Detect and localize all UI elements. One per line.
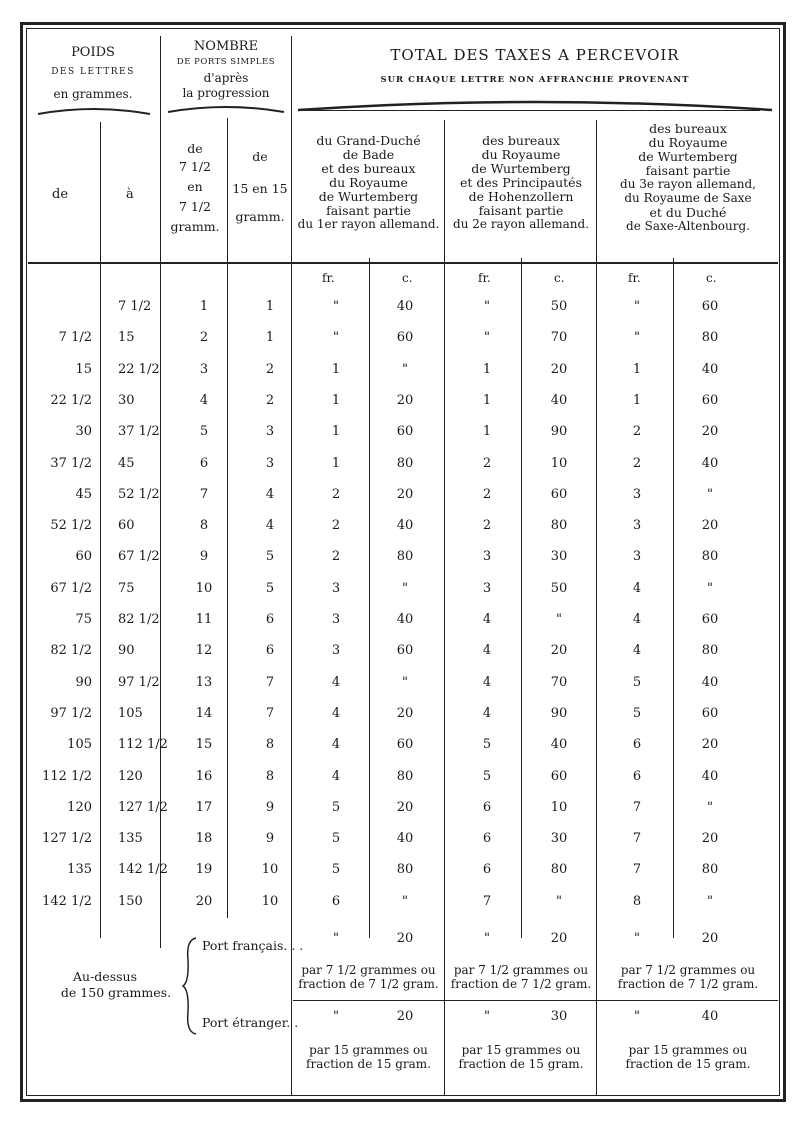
footer-value: 20 — [396, 931, 414, 946]
table-cell: 60 — [550, 486, 568, 502]
table-cell: " — [556, 612, 562, 627]
table-cell: 3 — [331, 612, 341, 627]
rule-col-total — [291, 36, 292, 1096]
table-cell: 1 — [482, 392, 492, 408]
footer-value: 30 — [550, 1009, 568, 1024]
table-cell: 40 — [550, 392, 568, 408]
rule-header-bottom — [28, 262, 778, 264]
table-cell: 80 — [396, 549, 414, 565]
table-cell: 3 — [331, 643, 341, 659]
header-ports-simples: DE PORTS SIMPLES — [176, 57, 276, 67]
table-cell: 3 — [632, 486, 642, 502]
table-cell: 70 — [550, 674, 568, 690]
table-cell: 60 — [118, 518, 135, 534]
unit-fr-2: fr. — [478, 271, 491, 285]
table-cell: 80 — [396, 768, 414, 784]
table-cell: 7 — [482, 893, 492, 909]
table-cell: 1 — [199, 299, 209, 314]
table-cell: 4 — [632, 643, 642, 659]
table-cell: 10 — [261, 862, 279, 878]
table-cell: 4 — [482, 674, 492, 690]
table-cell: 20 — [550, 361, 568, 377]
table-cell: " — [707, 580, 713, 596]
table-cell: 40 — [701, 455, 719, 471]
subheader-prog15-2: gramm. — [235, 209, 285, 224]
table-cell: 7 — [632, 799, 642, 815]
table-cell: 15 — [118, 330, 135, 346]
table-cell: 1 — [331, 455, 341, 471]
table-cell: 45 — [75, 486, 92, 502]
origin-2-line: de Hohenzollern — [468, 189, 574, 204]
table-cell: 2 — [632, 424, 642, 440]
unit-c-3: c. — [706, 271, 717, 285]
table-cell: 6 — [331, 893, 341, 909]
table-cell: 19 — [195, 862, 213, 878]
table-cell: 5 — [632, 674, 642, 690]
table-cell: 10 — [550, 455, 568, 471]
footer-note: fraction de 7 1/2 gram. — [298, 977, 439, 991]
footer-value: 40 — [701, 1009, 719, 1024]
table-cell: 3 — [265, 455, 275, 471]
subheader-prog75-4: gramm. — [170, 219, 220, 234]
table-cell: 5 — [265, 549, 275, 565]
unit-c-1: c. — [402, 271, 413, 285]
table-cell: 7 1/2 — [58, 330, 92, 346]
table-cell: 5 — [331, 799, 341, 815]
table-cell: 37 1/2 — [50, 455, 92, 471]
table-cell: 4 — [482, 643, 492, 659]
table-cell: 60 — [396, 643, 414, 659]
table-cell: 120 — [67, 799, 92, 815]
table-cell: 4 — [199, 392, 209, 408]
table-cell: 7 — [199, 486, 209, 502]
table-cell: 80 — [701, 549, 719, 565]
header-des-lettres: DES LETTRES — [51, 67, 135, 77]
table-cell: 6 — [199, 455, 209, 471]
table-cell: 60 — [701, 705, 719, 721]
footer-note: fraction de 15 gram. — [306, 1057, 431, 1071]
table-cell: 90 — [75, 674, 92, 690]
table-cell: 4 — [265, 518, 275, 534]
table-cell: 5 — [199, 424, 209, 440]
table-cell: 80 — [550, 862, 568, 878]
table-cell: 5 — [632, 705, 642, 721]
footer-value: 20 — [396, 1009, 414, 1024]
rule-col-origin-2 — [444, 120, 445, 1096]
table-cell: 1 — [482, 361, 492, 377]
table-cell: 80 — [701, 330, 719, 346]
footer-value: " — [634, 1009, 640, 1024]
table-cell: 3 — [632, 549, 642, 565]
origin-3-line: de Saxe-Altenbourg. — [626, 219, 750, 233]
table-cell: 1 — [331, 361, 341, 377]
header-nombre: NOMBRE — [193, 39, 259, 54]
table-cell: " — [402, 361, 408, 377]
table-cell: 22 1/2 — [118, 361, 160, 377]
table-cell: 127 1/2 — [118, 799, 168, 815]
table-cell: 7 — [632, 831, 642, 847]
origin-2-line: du Royaume — [481, 147, 561, 162]
table-cell: 4 — [482, 612, 492, 627]
footer-value: " — [634, 931, 640, 946]
table-cell: 16 — [195, 768, 213, 784]
table-cell: 97 1/2 — [50, 705, 92, 721]
table-cell: 97 1/2 — [118, 674, 160, 690]
table-cell: 1 — [632, 361, 642, 377]
header-sur-chaque: SUR CHAQUE LETTRE NON AFFRANCHIE PROVENANT — [380, 75, 690, 85]
footer-value: " — [333, 931, 339, 946]
origin-3-line: du 3e rayon allemand, — [620, 177, 756, 191]
unit-fr-3: fr. — [628, 271, 641, 285]
table-cell: 4 — [331, 705, 341, 721]
table-cell: " — [634, 330, 640, 346]
table-cell: 150 — [118, 893, 143, 909]
table-cell: 20 — [195, 893, 213, 909]
table-cell: 20 — [396, 799, 414, 815]
rule-frc-2 — [521, 258, 522, 938]
rule-de-a — [100, 122, 101, 938]
table-cell: 45 — [118, 455, 135, 471]
table-cell: 1 — [331, 392, 341, 408]
table-cell: 127 1/2 — [42, 831, 92, 847]
table-cell: 52 1/2 — [118, 486, 160, 502]
table-cell: 82 1/2 — [50, 643, 92, 659]
table-cell: 22 1/2 — [50, 392, 92, 408]
subheader-de: de — [52, 187, 69, 202]
table-cell: 15 — [75, 361, 92, 377]
table-cell: " — [484, 299, 490, 314]
table-cell: 8 — [199, 518, 209, 534]
table-cell: 67 1/2 — [50, 580, 92, 596]
table-cell: 20 — [701, 737, 719, 753]
table-cell: 6 — [482, 831, 492, 847]
table-cell: 15 — [195, 737, 213, 753]
table-cell: " — [707, 486, 713, 502]
header-total: TOTAL DES TAXES A PERCEVOIR — [390, 46, 680, 64]
table-cell: 13 — [195, 674, 213, 690]
footer-port-etranger: Port étranger. . — [202, 1015, 299, 1030]
rule-frc-3 — [673, 258, 674, 938]
table-cell: 30 — [118, 392, 135, 408]
table-cell: 105 — [67, 737, 92, 753]
header-en-grammes: en grammes. — [53, 87, 133, 101]
table-cell: 60 — [396, 424, 414, 440]
table-cell: 20 — [396, 392, 414, 408]
table-cell: 2 — [331, 486, 341, 502]
unit-c-2: c. — [554, 271, 565, 285]
table-cell: 8 — [265, 768, 275, 784]
table-cell: 4 — [632, 612, 642, 627]
table-cell: 30 — [550, 831, 568, 847]
subheader-prog15-1: 15 en 15 — [232, 181, 288, 196]
footer-port-francais: Port français. . . — [202, 938, 304, 953]
table-cell: 7 — [265, 674, 275, 690]
table-cell: 4 — [482, 705, 492, 721]
table-cell: 50 — [550, 299, 568, 314]
table-cell: 7 1/2 — [118, 299, 152, 314]
table-cell: 60 — [550, 768, 568, 784]
table-cell: 60 — [701, 612, 719, 627]
table-cell: 82 1/2 — [118, 612, 160, 627]
footer-de-150: de 150 grammes. — [60, 985, 172, 1000]
subheader-prog75-3: 7 1/2 — [178, 199, 212, 214]
table-cell: 120 — [118, 768, 143, 784]
table-cell: 20 — [550, 643, 568, 659]
table-cell: 2 — [265, 392, 275, 408]
table-cell: 3 — [331, 580, 341, 596]
table-cell: " — [707, 893, 713, 909]
origin-1-line: de Bade — [342, 147, 395, 162]
table-cell: 2 — [331, 549, 341, 565]
table-cell: 80 — [550, 518, 568, 534]
origin-2-line: des bureaux — [482, 133, 560, 148]
origin-3-line: des bureaux — [649, 121, 727, 136]
table-cell: 4 — [331, 737, 341, 753]
table-cell: 142 1/2 — [118, 862, 168, 878]
table-cell: 10 — [195, 580, 213, 596]
table-cell: 4 — [632, 580, 642, 596]
table-cell: 6 — [482, 799, 492, 815]
table-cell: 67 1/2 — [118, 549, 160, 565]
origin-1-line: du Grand-Duché — [316, 133, 421, 148]
origin-3-line: du Royaume de Saxe — [624, 191, 752, 205]
table-cell: 20 — [396, 705, 414, 721]
footer-note: fraction de 7 1/2 gram. — [617, 977, 759, 991]
table-cell: 2 — [199, 330, 209, 346]
origin-1-line: de Wurtemberg — [318, 189, 419, 204]
table-cell: 40 — [396, 299, 414, 314]
footer-note: fraction de 7 1/2 gram. — [450, 977, 592, 991]
table-cell: 60 — [396, 737, 414, 753]
table-cell: 2 — [632, 455, 642, 471]
table-cell: 75 — [118, 580, 135, 596]
footer-note: par 15 grammes ou — [461, 1043, 581, 1057]
table-cell: 1 — [331, 424, 341, 440]
table-cell: 30 — [550, 549, 568, 565]
footer-value: " — [484, 931, 490, 946]
table-cell: 9 — [265, 831, 275, 847]
table-cell: 90 — [118, 643, 135, 659]
swash-nombre — [166, 104, 286, 116]
unit-fr-1: fr. — [322, 271, 335, 285]
table-cell: 52 1/2 — [50, 518, 92, 534]
table-cell: 6 — [632, 768, 642, 784]
footer-au-dessus: Au-dessus — [73, 969, 137, 984]
table-cell: 70 — [550, 330, 568, 346]
table-cell: 3 — [632, 518, 642, 534]
table-cell: 80 — [396, 862, 414, 878]
origin-1-line: et des bureaux — [321, 161, 416, 176]
table-cell: " — [484, 330, 490, 346]
table-cell: 3 — [482, 549, 492, 565]
rule-prog — [227, 118, 228, 918]
table-cell: 2 — [331, 518, 341, 534]
origin-2-line: et des Principautés — [460, 175, 582, 190]
table-cell: 4 — [331, 674, 341, 690]
table-cell: 12 — [195, 643, 213, 659]
table-cell: " — [556, 893, 562, 909]
table-cell: 40 — [701, 768, 719, 784]
origin-2-line: de Wurtemberg — [471, 161, 571, 176]
origin-3-line: de Wurtemberg — [638, 149, 738, 164]
footer-note: fraction de 15 gram. — [458, 1057, 584, 1071]
table-cell: " — [402, 674, 408, 690]
table-cell: 2 — [265, 361, 275, 377]
table-cell: 60 — [701, 299, 719, 314]
table-cell: 40 — [396, 518, 414, 534]
table-cell: 90 — [550, 705, 568, 721]
table-cell: 7 — [632, 862, 642, 878]
table-cell: 5 — [331, 862, 341, 878]
rule-col-origin-3 — [596, 120, 597, 1096]
footer-note: par 15 grammes ou — [309, 1043, 428, 1057]
table-cell: 5 — [265, 580, 275, 596]
origin-2-line: du 2e rayon allemand. — [453, 217, 589, 231]
footer-note: par 7 1/2 grammes ou — [620, 963, 756, 977]
table-cell: 6 — [632, 737, 642, 753]
rule-footer-mid-1 — [293, 1000, 778, 1001]
table-cell: 9 — [265, 799, 275, 815]
table-cell: 1 — [482, 424, 492, 440]
table-cell: 4 — [265, 486, 275, 502]
origin-3-line: et du Duché — [649, 205, 727, 220]
origin-3-line: faisant partie — [645, 163, 731, 178]
table-cell: 20 — [701, 831, 719, 847]
table-cell: 10 — [261, 893, 279, 909]
table-cell: 3 — [265, 424, 275, 440]
footer-value: 20 — [550, 931, 568, 946]
table-cell: 80 — [701, 643, 719, 659]
table-cell: 10 — [550, 799, 568, 815]
table-cell: 40 — [701, 361, 719, 377]
table-cell: 60 — [75, 549, 92, 565]
table-cell: 2 — [482, 455, 492, 471]
table-cell: 60 — [701, 392, 719, 408]
table-cell: 142 1/2 — [42, 893, 92, 909]
table-cell: 20 — [701, 518, 719, 534]
table-cell: 40 — [550, 737, 568, 753]
table-cell: 11 — [195, 612, 213, 627]
footer-value: " — [333, 1009, 339, 1024]
table-cell: 80 — [396, 455, 414, 471]
table-cell: " — [402, 893, 408, 909]
table-cell: 1 — [265, 330, 275, 346]
table-cell: 17 — [195, 799, 213, 815]
table-cell: 90 — [550, 424, 568, 440]
table-cell: 6 — [482, 862, 492, 878]
table-cell: " — [707, 799, 713, 815]
header-poids: POIDS — [71, 45, 115, 60]
subheader-prog15-0: de — [252, 149, 268, 164]
table-cell: 75 — [75, 612, 92, 627]
table-cell: " — [402, 580, 408, 596]
table-cell: 8 — [632, 893, 642, 909]
table-cell: 9 — [199, 549, 209, 565]
table-cell: 6 — [265, 643, 275, 659]
table-cell: 5 — [331, 831, 341, 847]
swash-total — [296, 98, 774, 114]
origin-1-line: du 1er rayon allemand. — [297, 217, 440, 231]
table-cell: " — [634, 299, 640, 314]
subheader-prog75-2: en — [187, 179, 203, 194]
table-cell: 112 1/2 — [118, 737, 168, 753]
subheader-a: à — [126, 187, 134, 202]
table-cell: 135 — [67, 862, 92, 878]
table-cell: " — [333, 330, 339, 346]
origin-1-line: du Royaume — [329, 175, 408, 190]
footer-value: " — [484, 1009, 490, 1024]
header-d-apres: d'après — [203, 71, 249, 85]
table-cell: 20 — [396, 486, 414, 502]
table-cell: 1 — [265, 299, 275, 314]
footer-note: par 15 grammes ou — [628, 1043, 748, 1057]
table-cell: 80 — [701, 862, 719, 878]
table-cell: 60 — [396, 330, 414, 346]
table-cell: 2 — [482, 518, 492, 534]
footer-note: par 7 1/2 grammes ou — [453, 963, 589, 977]
rule-frc-1 — [369, 258, 370, 938]
table-cell: 4 — [331, 768, 341, 784]
table-cell: 105 — [118, 705, 143, 721]
table-cell: 20 — [701, 424, 719, 440]
table-cell: 5 — [482, 768, 492, 784]
table-cell: 3 — [199, 361, 209, 377]
footer-value: 20 — [701, 931, 719, 946]
swash-poids — [36, 106, 152, 118]
table-cell: 2 — [482, 486, 492, 502]
table-cell: 8 — [265, 737, 275, 753]
table-cell: 6 — [265, 612, 275, 627]
table-cell: 7 — [265, 705, 275, 721]
table-cell: 30 — [75, 424, 92, 440]
footer-brace — [182, 936, 202, 1036]
table-cell: " — [333, 299, 339, 314]
footer-note: par 7 1/2 grammes ou — [301, 963, 436, 977]
table-cell: 14 — [195, 705, 213, 721]
table-cell: 3 — [482, 580, 492, 596]
footer-note: fraction de 15 gram. — [625, 1057, 751, 1071]
origin-1-line: faisant partie — [326, 203, 411, 218]
table-cell: 40 — [396, 831, 414, 847]
table-cell: 1 — [632, 392, 642, 408]
table-cell: 40 — [701, 674, 719, 690]
table-cell: 37 1/2 — [118, 424, 160, 440]
table-cell: 135 — [118, 831, 143, 847]
subheader-prog75-0: de — [187, 141, 203, 156]
origin-2-line: faisant partie — [478, 203, 564, 218]
table-cell: 50 — [550, 580, 568, 596]
table-cell: 18 — [195, 831, 213, 847]
header-la-progression: la progression — [182, 86, 270, 100]
table-cell: 112 1/2 — [42, 768, 92, 784]
table-cell: 40 — [396, 612, 414, 627]
origin-3-line: du Royaume — [648, 135, 728, 150]
table-cell: 5 — [482, 737, 492, 753]
subheader-prog75-1: 7 1/2 — [178, 159, 212, 174]
